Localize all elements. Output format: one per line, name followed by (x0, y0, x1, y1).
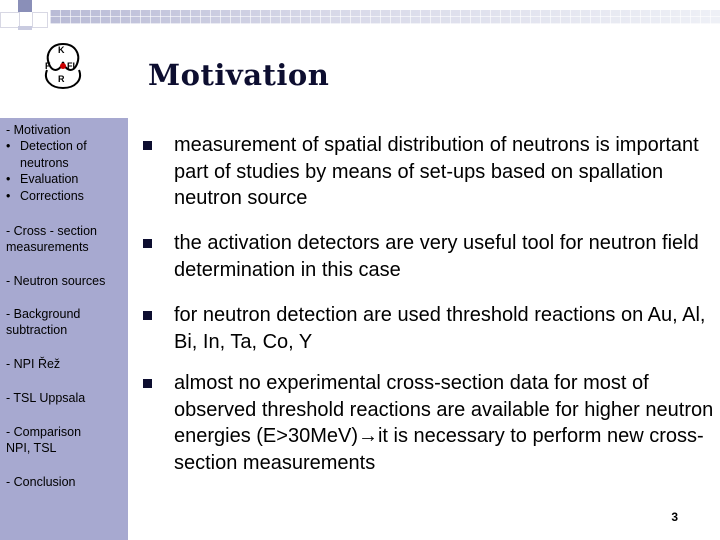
bullet-icon: • (6, 139, 11, 153)
decor-square (18, 0, 32, 12)
sidebar-subitem-label: Detection of neutrons (20, 139, 87, 170)
sidebar-item-conclusion[interactable]: - Conclusion (6, 475, 76, 489)
sidebar-item-neutron-sources[interactable]: - Neutron sources (6, 274, 106, 288)
sidebar-subitem-label: Corrections (20, 188, 84, 203)
square-bullet-icon (143, 379, 152, 388)
logo-letter: K (58, 45, 65, 55)
decor-square (0, 12, 20, 28)
square-bullet-icon (143, 141, 152, 150)
sidebar-item-tsl-uppsala[interactable]: - TSL Uppsala (6, 391, 86, 405)
bullet-text: measurement of spatial distribution of neutrons is important part of studies by means of set-ups based on spallation neutron source (174, 134, 699, 209)
logo-letter: FI (67, 61, 75, 71)
sidebar-item-npi-rez[interactable]: - NPI Řež (6, 357, 61, 371)
sidebar-item-cross-section[interactable]: - Cross - section measurements (6, 224, 97, 254)
bullet-text: for neutron detection are used threshold reactions on Au, Al, Bi, In, Ta, Co, Y (174, 304, 706, 353)
square-bullet-icon (143, 239, 152, 248)
bullet-text: the activation detectors are very useful tool for neutron field determination in this case (174, 232, 699, 281)
institute-logo (37, 40, 89, 92)
sidebar-subitem-label: Evaluation (20, 172, 79, 186)
bullet-icon: • (6, 188, 11, 203)
sidebar-item-background[interactable]: - Background subtraction (6, 307, 81, 337)
sidebar-subitem-detection[interactable] (6, 138, 124, 171)
bullet-icon: • (6, 172, 11, 186)
header-band-grid (50, 10, 720, 24)
sidebar-subitem-corrections[interactable] (6, 188, 124, 205)
page-number: 3 (671, 510, 678, 524)
page-title: Motivation (148, 58, 330, 92)
sidebar-item-motivation[interactable]: - Motivation (6, 123, 71, 137)
decor-square (32, 12, 48, 28)
sidebar-subitems (6, 138, 124, 204)
square-bullet-icon (143, 311, 152, 320)
logo-letter: F (45, 61, 51, 71)
sidebar-item-comparison[interactable]: - Comparison NPI, TSL (6, 425, 82, 455)
logo-letter: R (58, 74, 65, 84)
sidebar-subitem-evaluation[interactable] (6, 171, 124, 188)
bullet-text: almost no experimental cross-section data for most of observed threshold reactions are available for higher neutron energies (E>30MeV)→it is necessary to perform new cross-section measurements (174, 372, 714, 474)
